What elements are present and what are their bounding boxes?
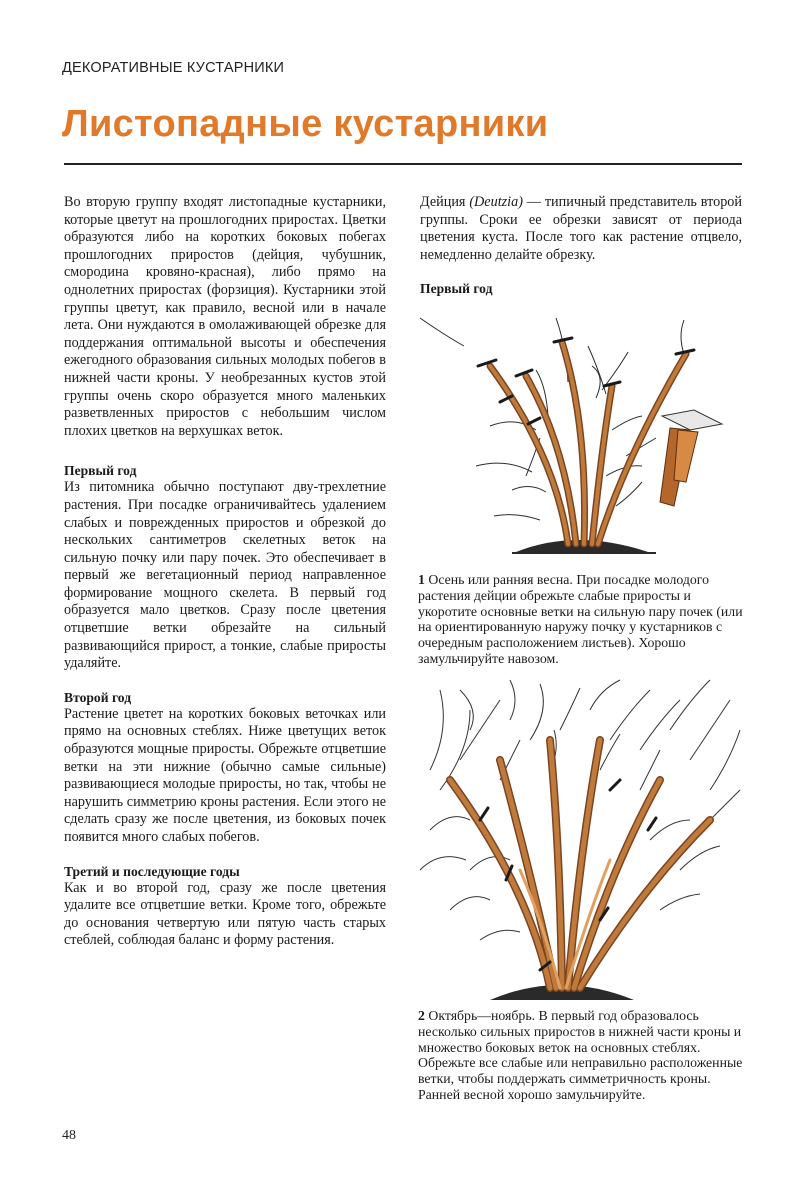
deutzia-intro-rest: — типичный представитель второй группы. Сроки ее обрезки зависят от периода цветения куста. После того как растение отцвело, немедленно делайте обрезку. [420, 194, 742, 263]
figure-2-caption [418, 1008, 744, 1103]
left-column [64, 194, 386, 950]
section-text-second-year: Растение цветет на коротких боковых веточках или прямо на основных стеблях. Ниже цветущих веток образуются мощные приросты. Обрежьте отцветшие ветки на эти нижние (обычно самые сильные) развивающиеся молодые приросты, но так, чтобы не нарушить симметрию кроны растения. Если этого не сделать сразу же после цветения, из боковых почек появится много слабых побегов. [64, 705, 386, 845]
figure-2-illustration [410, 670, 750, 1002]
cut-marks [478, 338, 694, 424]
section-heading-first-year: Первый год [64, 463, 137, 479]
deutzia-intro [420, 194, 742, 264]
figure-1-number: 1 [418, 572, 425, 587]
section-heading-third-year: Третий и последующие годы [64, 863, 240, 879]
section-label: ДЕКОРАТИВНЫЕ КУСТАРНИКИ [62, 60, 285, 76]
page-number: 48 [62, 1128, 76, 1143]
section-heading-second-year: Второй год [64, 689, 132, 705]
figure-1-caption-text: Осень или ранняя весна. При посадке молодого растения дейции обрежьте слабые приросты и укоротите основные ветки на сильную пару почек (или на ориентированную наружу почку у кустарников с очередным расположением листьев). Хорошо замульчируйте навозом. [418, 572, 743, 666]
intro-paragraph: Во вторую группу входят листопадные кустарники, которые цветут на прошлогодних приростах. Цветки образуются либо на коротких боковых побегах прошлогодних приростов (дейция, чубушник, смородина кровяно-красная), либо прямо на однолетних приростах (форзиция). Кустарники этой группы цветут, как правило, весной или в начале лета. Они нуждаются в омолаживающей обрезке для поддержания оптимальной высоты и обеспечения ежегодного образования сильных молодых побегов в нижней части кроны. У необрезанных кустов этой группы очень скоро образуется много маленьких разветвленных приростов с небольшим числом плохих цветков на верхушках веток. [64, 194, 386, 439]
title-divider [64, 163, 742, 165]
deutzia-latin-name: (Deutzia) [469, 194, 523, 210]
page-title: Листопадные кустарники [62, 103, 549, 145]
figure-1-caption [418, 572, 744, 667]
figure-2-number: 2 [418, 1008, 425, 1023]
figure-2-caption-text: Октябрь—ноябрь. В первый год образовалось несколько сильных приростов в нижней части кроны и множество боковых веток на основных стеблях. Обрежьте все слабые или неправильно расположенные ветки, чтобы поддержать симметричность кроны. Ранней весной хорошо замульчируйте. [418, 1008, 743, 1102]
secateurs-icon [660, 410, 722, 506]
section-text-third-year: Как и во второй год, сразу же после цветения удалите все отцветшие ветки. Кроме того, обрежьте до основания четвертую или пятую часть старых стеблей, соблюдая баланс и форму растения. [64, 879, 386, 949]
figure-1-illustration [416, 306, 746, 562]
section-text-first-year: Из питомника обычно поступают дву-трехлетние растения. При посадке ограничивайтесь удалением слабых и поврежденных приростов и обрезкой до нескольких сантиметров скелетных веток на сильную почку или пару почек. Это обеспечивает в первый же вегетационный период направленное формирование мощного скелета. В первый год образуется мало цветков. Сразу после цветения отцветшие ветки обрезайте на сильный развивающийся прирост, а тонкие, слабые приросты удаляйте. [64, 479, 386, 672]
deutzia-intro-prefix: Дейция [420, 194, 470, 210]
right-subheading-first-year: Первый год [420, 281, 493, 296]
right-column-intro [420, 194, 742, 264]
